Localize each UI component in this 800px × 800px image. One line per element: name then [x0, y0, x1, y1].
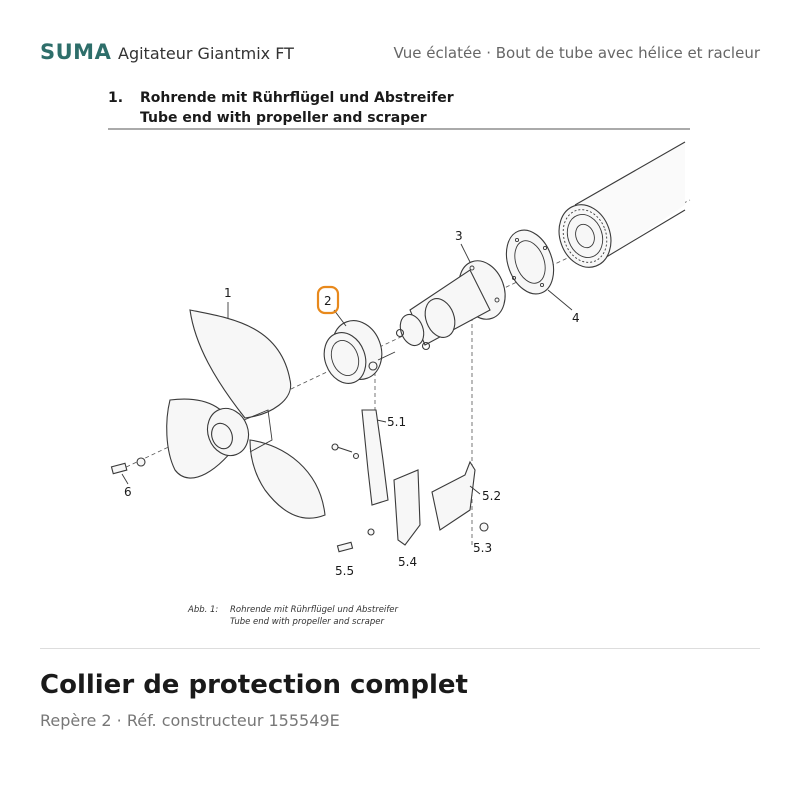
caption-en: Tube end with propeller and scraper	[230, 617, 384, 627]
section-divider	[40, 648, 760, 649]
leader-5-1	[377, 420, 386, 422]
propeller	[167, 310, 325, 518]
scraper-bracket-5-1	[332, 410, 388, 505]
page-header	[40, 40, 760, 70]
protection-collar	[317, 314, 395, 390]
tube	[551, 142, 685, 275]
callout-5-1: 5.1	[387, 415, 407, 429]
callout-5-3: 5.3	[473, 541, 493, 555]
callout-3: 3	[455, 229, 463, 243]
exploded-view-svg	[0, 85, 800, 640]
heading-en: Tube end with propeller and scraper	[140, 110, 427, 126]
bolt-5-5	[337, 542, 352, 551]
heading-number: 1.	[108, 90, 124, 106]
part-reference: Repère 2 · Réf. constructeur 155549E	[40, 711, 340, 730]
leader-6	[122, 474, 128, 484]
washer-5-5	[368, 529, 374, 535]
hub-flange	[396, 254, 513, 349]
nut-5-3	[480, 523, 488, 531]
gasket	[498, 223, 562, 300]
callout-5-2: 5.2	[482, 489, 502, 503]
brand-logo: SUMA	[40, 40, 112, 64]
caption-de: Rohrende mit Rührflügel und Abstreifer	[230, 605, 398, 615]
product-name: Agitateur Giantmix FT	[118, 44, 294, 63]
exploded-view-drawing	[0, 85, 800, 640]
callout-5-4: 5.4	[398, 555, 418, 569]
view-subtitle: Vue éclatée · Bout de tube avec hélice et racleur	[393, 44, 760, 62]
leader-4	[548, 290, 572, 310]
callout-5-5: 5.5	[335, 564, 355, 578]
caption-label: Abb. 1:	[188, 605, 219, 615]
bracket-5-2	[432, 462, 475, 530]
callout-2[interactable]: 2	[324, 294, 332, 308]
callout-4: 4	[572, 311, 580, 325]
callout-6: 6	[124, 485, 132, 499]
part-title: Collier de protection complet	[40, 670, 468, 700]
scraper-plate-5-4	[394, 470, 420, 545]
callout-1: 1	[224, 286, 232, 300]
leader-3	[461, 244, 470, 262]
heading-de: Rohrende mit Rührflügel und Abstreifer	[140, 90, 454, 106]
